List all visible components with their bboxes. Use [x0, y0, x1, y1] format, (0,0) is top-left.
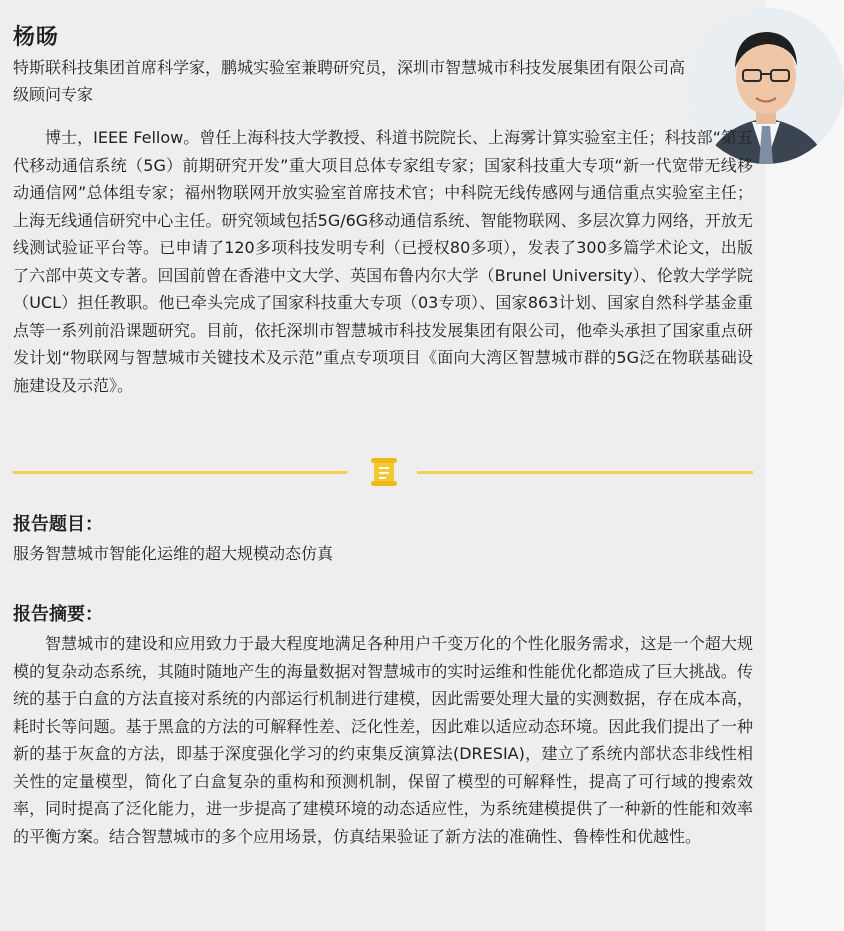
divider-line-right — [417, 471, 753, 474]
speaker-name: 杨旸 — [13, 25, 60, 50]
section-divider — [13, 455, 753, 489]
scroll-icon — [367, 455, 401, 489]
report-abstract: 智慧城市的建设和应用致力于最大程度地满足各种用户千变万化的个性化服务需求，这是一个超大规模的复杂动态系统，其随时随地产生的海量数据对智慧城市的实时运维和性能优化都造成了巨大挑战。传统的基于白盒的方法直接对系统的内部运行机制进行建模，因此需要处理大量的实测数据，存在成本高，耗时长等问题。基于黑盒的方法的可解释性差、泛化性差，因此难以适应动态环境。因此我们提出了一种新的基于灰盒的方法，即基于深度强化学习的约束集反演算法(DRESIA)，建立了系统内部状态非线性相关性的定量模型，简化了白盒复杂的重构和预测机制，保留了模型的可解释性，提高了可行域的搜索效率，同时提高了泛化能力，进一步提高了建模环境的动态适应性，为系统建模提供了一种新的性能和效率的平衡方案。结合智慧城市的多个应用场景，仿真结果验证了新方法的准确性、鲁棒性和优越性。 — [13, 634, 753, 846]
report-topic-heading: 报告题目： — [13, 514, 103, 535]
report-topic: 服务智慧城市智能化运维的超大规模动态仿真 — [13, 544, 334, 563]
speaker-affiliation: 特斯联科技集团首席科学家，鹏城实验室兼聘研究员，深圳市智慧城市科技发展集团有限公司高级顾问专家 — [13, 58, 686, 104]
report-abstract-heading: 报告摘要： — [13, 604, 103, 625]
divider-line-left — [13, 471, 347, 474]
speaker-bio: 博士，IEEE Fellow。曾任上海科技大学教授、科道书院院长、上海雾计算实验室主任；科技部“第五代移动通信系统（5G）前期研究开发”重大项目总体专家组专家；国家科技重大专项“新一代宽带无线移动通信网”总体组专家；福州物联网开放实验室首席技术官；中科院无线传感网与通信重点实验室主任；上海无线通信研究中心主任。研究领域包括5G/6G移动通信系统、智能物联网、多层次算力网络，开放无线测试验证平台等。已申请了120多项科技发明专利（已授权80多项），发表了300多篇学术论文，出版了六部中英文专著。回国前曾在香港中文大学、英国布鲁内尔大学（Brunel University）、伦敦大学学院（UCL）担任教职。他已牵头完成了国家科技重大专项（03专项）、国家863计划、国家自然科学基金重点等一系列前沿课题研究。目前，依托深圳市智慧城市科技发展集团有限公司，他牵头承担了国家重点研发计划“物联网与智慧城市关键技术及示范”重点专项项目《面向大湾区智慧城市群的5G泛在物联基础设施建设及示范》。 — [13, 128, 753, 395]
